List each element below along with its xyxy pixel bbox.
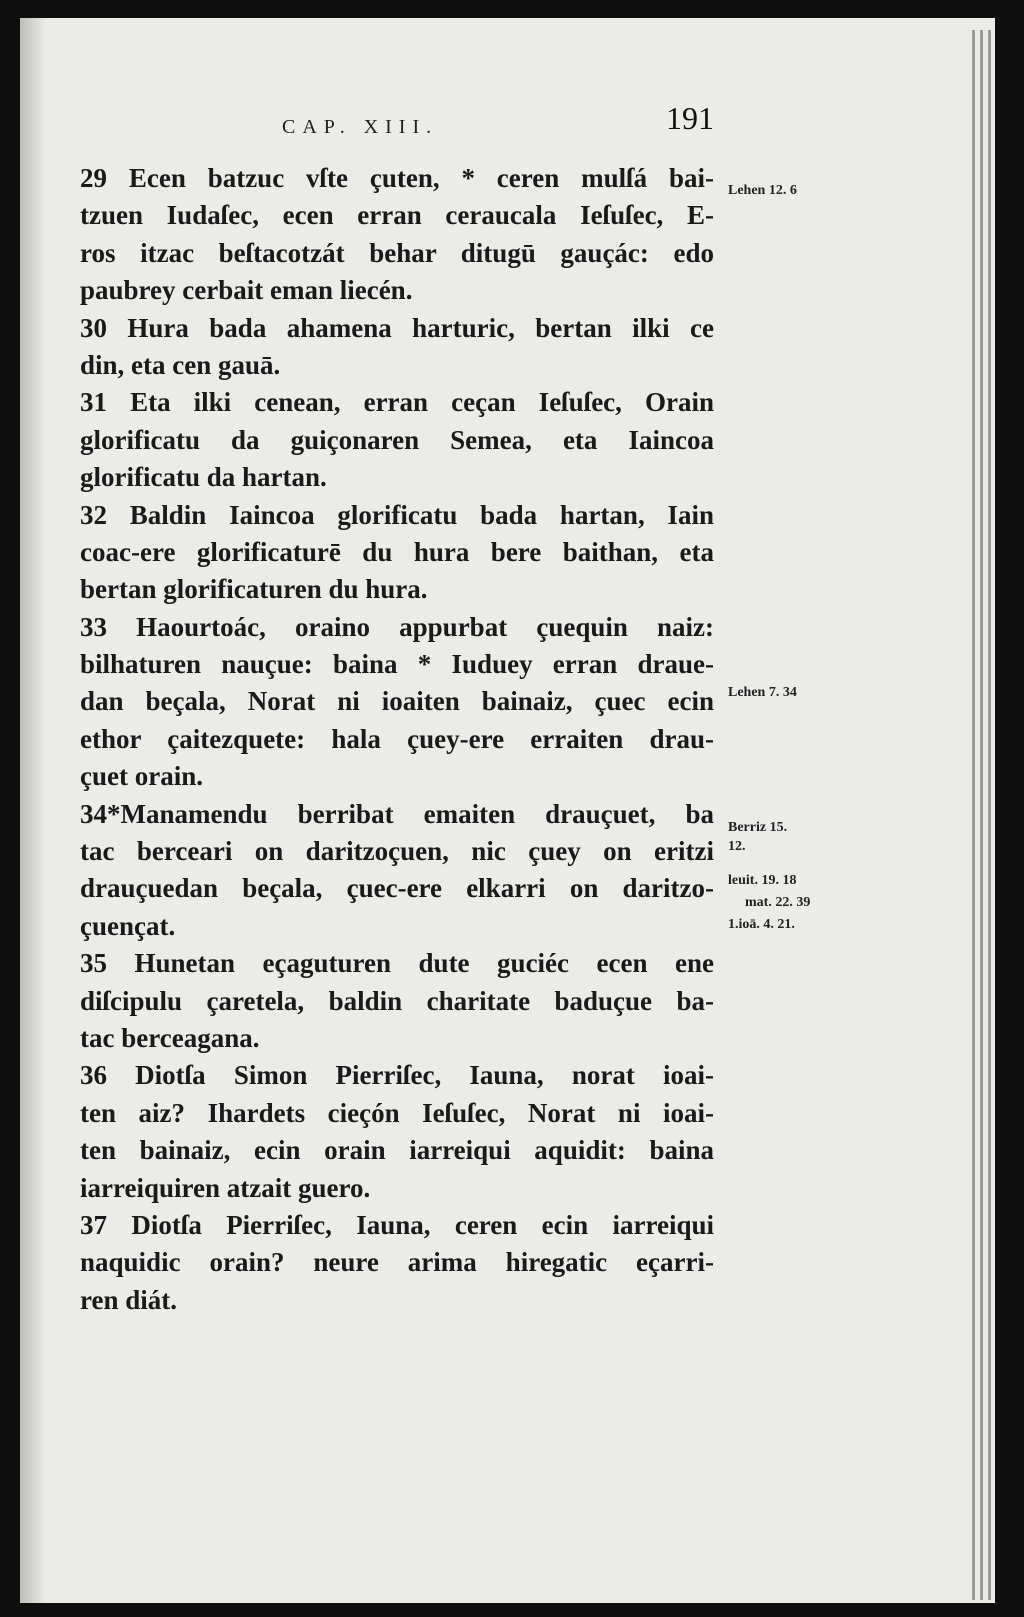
text-line: din, eta cen gauā. — [80, 349, 281, 380]
text-line: 29 Ecen batzuc vſte çuten, * ceren mulſá bai- — [80, 163, 714, 193]
text-line: ros itzac beſtacotzát behar ditugū gauçác: edo — [80, 237, 714, 268]
text-line: 33 Haourtoác, oraino appurbat çuequin naiz: — [80, 611, 714, 642]
text-line: drauçuedan beçala, çuec-ere elkarri on daritzo- — [80, 873, 714, 904]
page-edge — [972, 30, 975, 1600]
body-text — [80, 160, 714, 1319]
text-line: coac-ere glorificaturē du hura bere baithan, eta — [80, 536, 714, 567]
text-line: ren diát. — [80, 1284, 178, 1315]
text-line: 30 Hura bada ahamena harturic, bertan ilki ce — [80, 312, 714, 343]
text-line: 32 Baldin Iaincoa glorificatu bada hartan, Iain — [80, 499, 714, 530]
text-line: 34*Manamendu berribat emaiten drauçuet, ba — [80, 798, 714, 829]
text-line: paubrey cerbait eman liecén. — [80, 275, 413, 306]
margin-note: 1.ioā. 4. 21. — [728, 917, 795, 932]
text-line: tac berceagana. — [80, 1022, 260, 1053]
text-line: dan beçala, Norat ni ioaiten bainaiz, çuec ecin — [80, 686, 714, 717]
text-line: 31 Eta ilki cenean, erran ceçan Ieſuſec, Orain — [80, 387, 714, 418]
text-line: 36 Diotſa Simon Pierriſec, Iauna, norat ioai- — [80, 1060, 714, 1091]
margin-note: 12. — [728, 839, 746, 854]
margin-note: Lehen 7. 34 — [728, 685, 797, 700]
text-line: ten aiz? Ihardets cieçón Ieſuſec, Norat ni ioai- — [80, 1097, 714, 1128]
page-edge — [988, 30, 991, 1600]
page-edge — [980, 30, 983, 1600]
text-line: iarreiquiren atzait guero. — [80, 1172, 371, 1203]
text-line: glorificatu da hartan. — [80, 462, 327, 493]
text-line: çuençat. — [80, 910, 176, 941]
text-line: diſcipulu çaretela, baldin charitate baduçue ba- — [80, 985, 714, 1016]
text-line: ten bainaiz, ecin orain iarreiqui aquidit: baina — [80, 1135, 714, 1166]
text-line: ethor çaitezquete: hala çuey-ere erraiten drau- — [80, 723, 714, 754]
text-line: bilhaturen nauçue: baina * Iuduey erran draue- — [80, 649, 714, 680]
text-line: tac berceari on daritzoçuen, nic çuey on eritzi — [80, 836, 714, 867]
margin-note: Lehen 12. 6 — [728, 183, 797, 198]
text-line: 37 Diotſa Pierriſec, Iauna, ceren ecin iarreiqui — [80, 1209, 714, 1240]
margin-note: mat. 22. 39 — [745, 895, 811, 910]
text-line: bertan glorificaturen du hura. — [80, 574, 428, 605]
running-head: CAP. XIII. — [282, 116, 439, 138]
text-line: glorificatu da guiçonaren Semea, eta Iaincoa — [80, 424, 714, 455]
text-line: çuet orain. — [80, 761, 203, 792]
text-line: 35 Hunetan eçaguturen dute guciéc ecen ene — [80, 948, 714, 979]
page-number: 191 — [666, 100, 714, 136]
margin-note: leuit. 19. 18 — [728, 873, 797, 888]
text-line: naquidic orain? neure arima hiregatic eçarri- — [80, 1247, 714, 1278]
text-line: tzuen Iudaſec, ecen erran ceraucala Ieſuſec, E- — [80, 200, 714, 231]
spine-shadow — [20, 18, 46, 1603]
margin-note: Berriz 15. — [728, 820, 788, 835]
page-header — [258, 98, 714, 148]
